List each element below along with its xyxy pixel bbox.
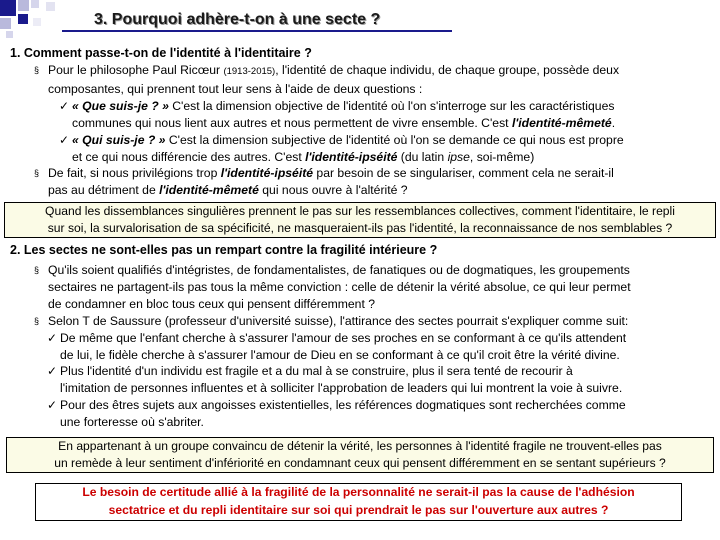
square-bullet-icon: § [34,65,40,75]
section2-body: § Qu'ils soient qualifiés d'intégristes, de fondamentalistes, de fanatiques ou de dogmatiques, les groupements sectaires ne partagent-ils pas tous la même conviction : celle de détenir la vérité absolue, ce qui leur permet de condamner en bloc tous ceux qui pensent différemment ? § Selon T de Saussure (professeur d'université suisse), l'attirance des sectes pourrait s'expliquer comme suit: ✓ De même que l'enfant cherche à s'assurer l'amour de ses proches en se conformant à ce qu'ils attendent de lui, le fidèle cherche à s'assurer l'amour de Dieu en se conformant à ce qu'il croit être la vérité divine. ✓ Plus l'identité d'un individu est fragile et a du mal à se construire, plus il sera tenté de recourir à l'imitation de personnes influentes et à solliciter l'approbation de leaders qui lui montrent la voie à suivre. ✓ Pour des êtres sujets aux angoisses existentielles, les références dogmatiques sont recherchées comme une forteresse où s'abriter. [34,263,631,430]
corner-decoration [0,0,62,38]
conclusion-box: Le besoin de certitude allié à la fragilité de la personnalité ne serait-il pas la cause de l'adhésion sectatrice et du repli identitaire sur soi qui prendrait le pas sur l'ouverture aux autres ? [35,483,682,521]
checkmark-icon: ✓ [59,132,70,147]
page-title: 3. Pourquoi adhère-t-on à une secte ? [94,11,381,28]
checkmark-icon: ✓ [59,98,70,113]
square-bullet-icon: § [34,265,40,275]
checkmark-icon: ✓ [47,364,58,379]
question-box-groups: En appartenant à un groupe convaincu de détenir la vérité, les personnes à l'identité fragile ne trouvent-elles pas un remède à leur sentiment d'infériorité en condamnant ceux qui pensent différemment en se sentant supérieurs ? [6,437,714,473]
title-underline [62,30,452,32]
section2-heading: 2. Les sectes ne sont-elles pas un rempart contre la fragilité intérieure ? [10,243,438,257]
section1-heading: 1. Comment passe-t-on de l'identité à l'identitaire ? [10,46,312,60]
question-box-identity: Quand les dissemblances singulières prennent le pas sur les ressemblances collectives, comment l'identitaire, le repli sur soi, la survalorisation de sa spécificité, ne masqueraient-ils pas l'identité, la reconnaissance de nos semblables ? [4,202,716,238]
section1-body: § Pour le philosophe Paul Ricœur (1913-2015), l'identité de chaque individu, de chaque groupe, possède deux composantes, qui prennent tout leur sens à l'aide de deux questions : ✓ « Que suis-je ? » C'est la dimension objective de l'identité où l'on s'interroge sur les caractéristiques communes qui nous lient aux autres et nous permettent de vivre ensemble. C'est l'identité-mêmeté. ✓ « Qui suis-je ? » C'est la dimension subjective de l'identité où l'on se demande ce qui nous est propre et ce qui nous différencie des autres. C'est l'identité-ipséité (du latin ipse, soi-même) § De fait, si nous privilégions trop l'identité-ipséité par besoin de se singulariser, comment cela ne serait-il pas au détriment de l'identité-mêmeté qui nous ouvre à l'altérité ? [34,63,624,198]
square-bullet-icon: § [34,315,40,326]
checkmark-icon: ✓ [47,330,58,345]
checkmark-icon: ✓ [47,398,58,413]
square-bullet-icon: § [34,168,40,179]
